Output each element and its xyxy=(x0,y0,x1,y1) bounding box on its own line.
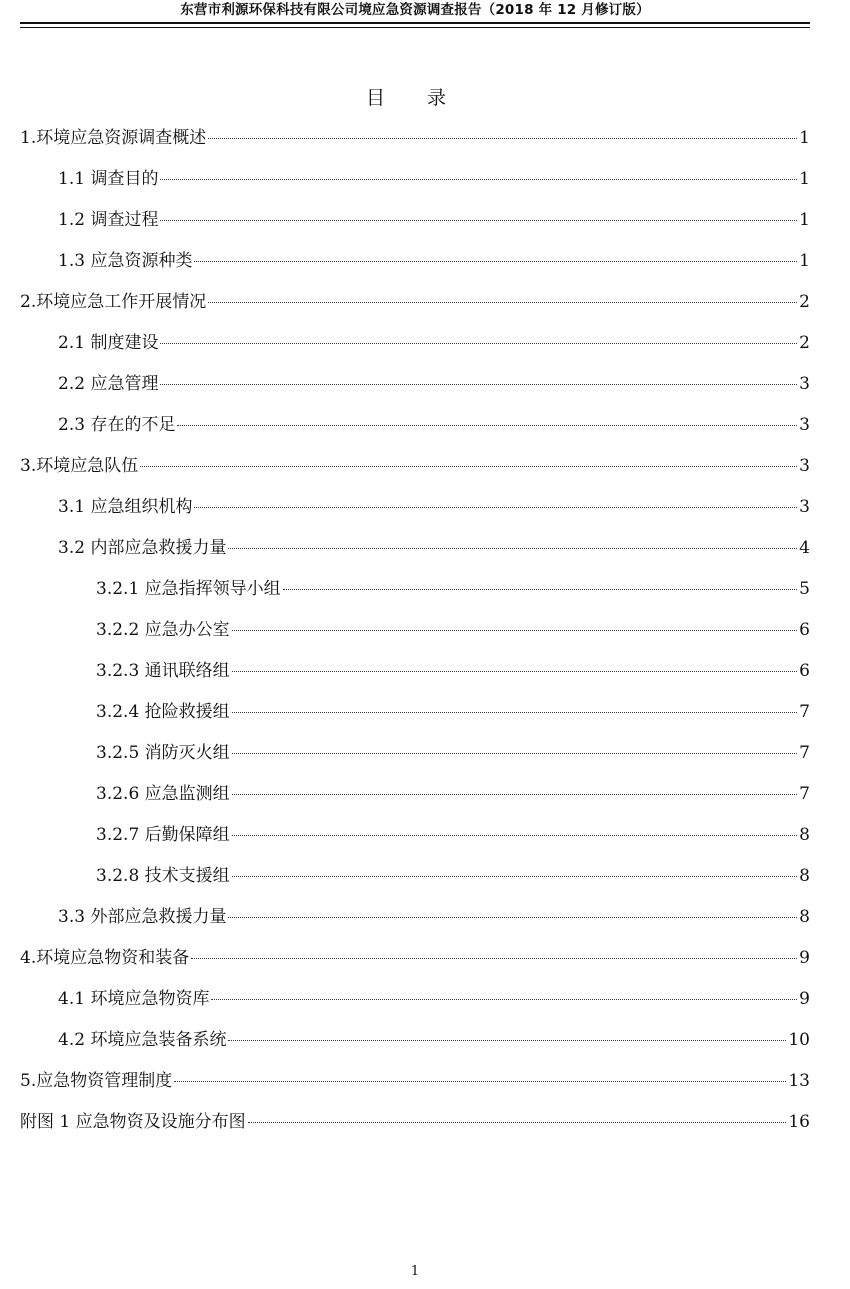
toc-entry[interactable] xyxy=(20,532,810,573)
toc-entry-label: 2.2 应急管理 xyxy=(58,374,159,394)
toc-entry-page: 3 xyxy=(799,374,810,394)
toc-entry-page: 6 xyxy=(799,661,810,681)
toc-dot-leader xyxy=(194,507,797,508)
toc-entry-label: 3.2.4 抢险救援组 xyxy=(96,702,230,722)
toc-entry-label: 3.3 外部应急救援力量 xyxy=(58,907,227,927)
toc-entry[interactable] xyxy=(20,737,810,778)
toc-dot-leader xyxy=(232,835,798,836)
toc-entry[interactable] xyxy=(20,286,810,327)
toc-dot-leader xyxy=(283,589,798,590)
toc-entry-page: 3 xyxy=(799,415,810,435)
toc-entry-label: 3.2.8 技术支援组 xyxy=(96,866,230,886)
toc-entry-label: 3.2.2 应急办公室 xyxy=(96,620,230,640)
toc-entry[interactable] xyxy=(20,1065,810,1106)
toc-dot-leader xyxy=(211,999,797,1000)
toc-dot-leader xyxy=(228,917,797,918)
toc-entry-page: 10 xyxy=(788,1030,810,1050)
toc-dot-leader xyxy=(160,220,797,221)
toc-entry-label: 2.环境应急工作开展情况 xyxy=(20,292,207,312)
toc-entry[interactable] xyxy=(20,860,810,901)
toc-entry-label: 1.环境应急资源调查概述 xyxy=(20,128,207,148)
toc-entry[interactable] xyxy=(20,491,810,532)
toc-entry-label: 3.2.7 后勤保障组 xyxy=(96,825,230,845)
toc-entry-page: 13 xyxy=(788,1071,810,1091)
toc-entry[interactable] xyxy=(20,450,810,491)
toc-entry[interactable] xyxy=(20,122,810,163)
page-number: 1 xyxy=(410,1264,420,1279)
toc-entry-page: 1 xyxy=(799,210,810,230)
toc-entry-label: 2.3 存在的不足 xyxy=(58,415,176,435)
toc-entry-page: 4 xyxy=(799,538,810,558)
toc-dot-leader xyxy=(191,958,797,959)
toc-entry[interactable] xyxy=(20,942,810,983)
toc-entry[interactable] xyxy=(20,573,810,614)
toc-entry-label: 3.2.3 通讯联络组 xyxy=(96,661,230,681)
toc-dot-leader xyxy=(194,261,797,262)
toc-dot-leader xyxy=(228,548,797,549)
toc-entry-label: 3.2 内部应急救援力量 xyxy=(58,538,227,558)
toc-dot-leader xyxy=(248,1122,787,1123)
toc-entry[interactable] xyxy=(20,778,810,819)
toc-entry[interactable] xyxy=(20,655,810,696)
toc-entry-page: 6 xyxy=(799,620,810,640)
toc-dot-leader xyxy=(232,712,798,713)
toc-entry-label: 4.环境应急物资和装备 xyxy=(20,948,190,968)
toc-entry-label: 3.2.6 应急监测组 xyxy=(96,784,230,804)
toc-dot-leader xyxy=(140,466,797,467)
toc-dot-leader xyxy=(208,138,797,139)
toc-entry-page: 1 xyxy=(799,251,810,271)
toc-entry-label: 5.应急物资管理制度 xyxy=(20,1071,173,1091)
toc-title: 目 录 xyxy=(365,87,465,109)
toc-dot-leader xyxy=(160,179,797,180)
header-rule-thin xyxy=(20,27,810,28)
toc-entry[interactable] xyxy=(20,409,810,450)
toc-entry[interactable] xyxy=(20,204,810,245)
toc-entry-page: 3 xyxy=(799,456,810,476)
toc-entry-label: 3.2.1 应急指挥领导小组 xyxy=(96,579,281,599)
toc-entry[interactable] xyxy=(20,1024,810,1065)
toc-entry-page: 1 xyxy=(799,128,810,148)
toc-dot-leader xyxy=(228,1040,786,1041)
toc-entry[interactable] xyxy=(20,819,810,860)
toc-entry[interactable] xyxy=(20,368,810,409)
toc-entry[interactable] xyxy=(20,327,810,368)
toc-entry-label: 1.3 应急资源种类 xyxy=(58,251,193,271)
toc-entry-label: 4.2 环境应急装备系统 xyxy=(58,1030,227,1050)
header-rule-thick xyxy=(20,22,810,24)
toc-entry-page: 9 xyxy=(799,989,810,1009)
toc-entry-page: 8 xyxy=(799,907,810,927)
page-header: 东营市利源环保科技有限公司境应急资源调查报告（2018 年 12 月修订版） xyxy=(180,2,650,18)
toc-dot-leader xyxy=(160,384,797,385)
toc-entry-page: 16 xyxy=(788,1112,810,1132)
toc-entry-label: 3.1 应急组织机构 xyxy=(58,497,193,517)
toc-entry-label: 附图 1 应急物资及设施分布图 xyxy=(20,1112,246,1132)
toc-dot-leader xyxy=(177,425,797,426)
toc-entry[interactable] xyxy=(20,901,810,942)
toc-dot-leader xyxy=(232,753,798,754)
toc-entry-page: 5 xyxy=(799,579,810,599)
toc-entry-page: 9 xyxy=(799,948,810,968)
toc-entry-label: 3.环境应急队伍 xyxy=(20,456,139,476)
toc-entry[interactable] xyxy=(20,163,810,204)
toc-entry-page: 3 xyxy=(799,497,810,517)
toc-entry[interactable] xyxy=(20,245,810,286)
toc-dot-leader xyxy=(232,794,798,795)
toc-entry[interactable] xyxy=(20,983,810,1024)
toc-entry-page: 7 xyxy=(799,743,810,763)
toc-entry[interactable] xyxy=(20,1106,810,1147)
toc-entry-label: 1.1 调查目的 xyxy=(58,169,159,189)
toc-dot-leader xyxy=(208,302,797,303)
toc-entry-label: 1.2 调查过程 xyxy=(58,210,159,230)
toc-dot-leader xyxy=(174,1081,786,1082)
toc-entry-page: 8 xyxy=(799,825,810,845)
table-of-contents xyxy=(20,122,810,1147)
toc-dot-leader xyxy=(232,630,798,631)
toc-entry-page: 2 xyxy=(799,333,810,353)
toc-entry[interactable] xyxy=(20,614,810,655)
toc-entry-page: 8 xyxy=(799,866,810,886)
toc-entry-label: 3.2.5 消防灭火组 xyxy=(96,743,230,763)
toc-entry-label: 4.1 环境应急物资库 xyxy=(58,989,210,1009)
toc-entry-page: 2 xyxy=(799,292,810,312)
toc-entry-page: 7 xyxy=(799,702,810,722)
toc-entry-page: 7 xyxy=(799,784,810,804)
toc-entry-page: 1 xyxy=(799,169,810,189)
toc-dot-leader xyxy=(232,671,798,672)
toc-entry-label: 2.1 制度建设 xyxy=(58,333,159,353)
toc-dot-leader xyxy=(160,343,797,344)
toc-entry[interactable] xyxy=(20,696,810,737)
toc-dot-leader xyxy=(232,876,798,877)
